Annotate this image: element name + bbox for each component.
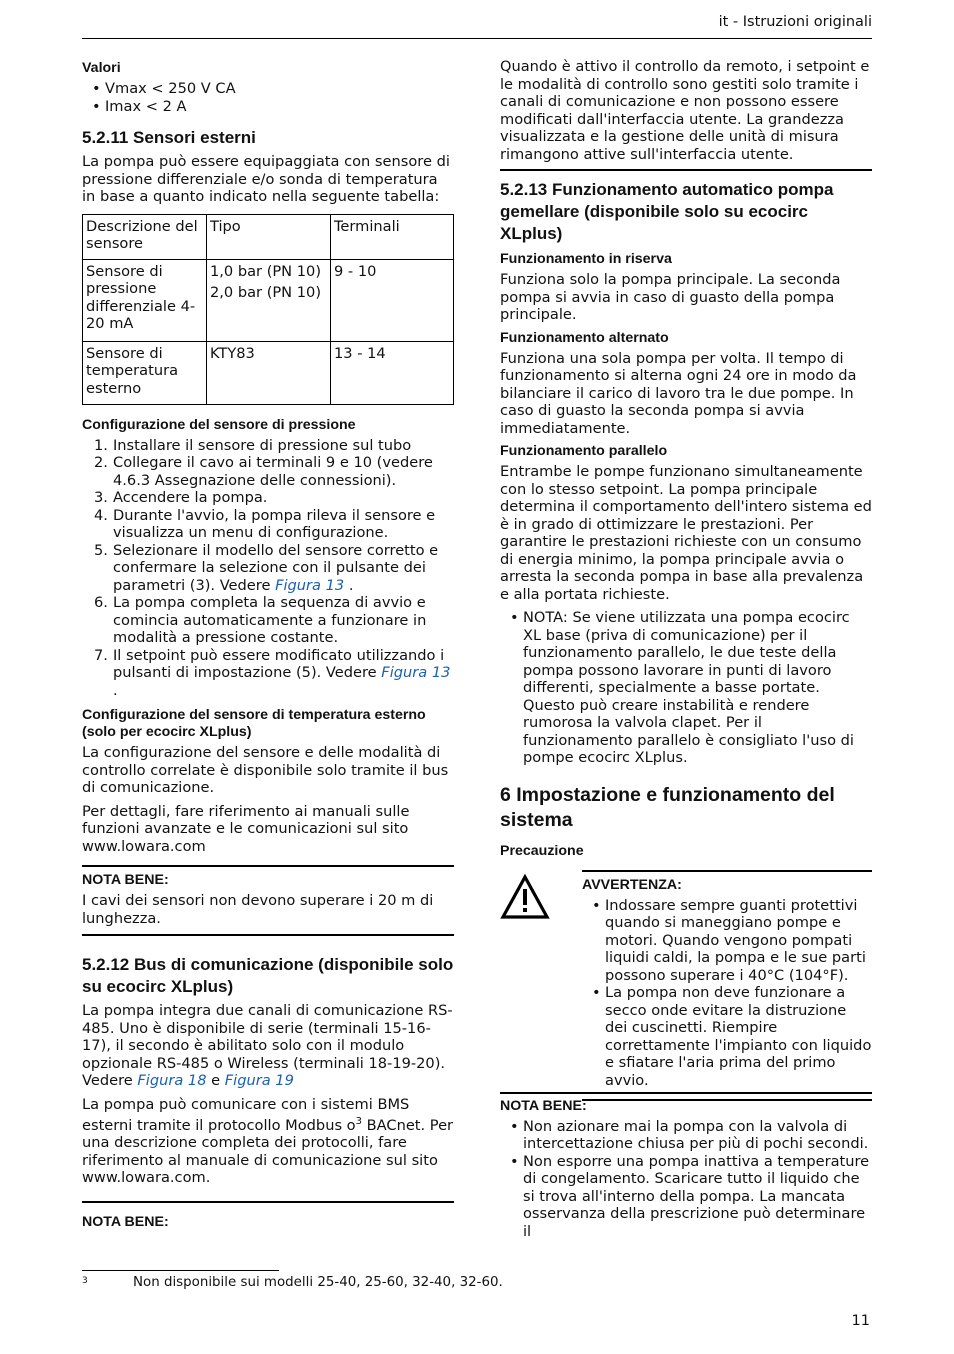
step-text: Durante l'avvio, la pompa rileva il sensore e visualizza un menu di configurazione.	[113, 506, 436, 541]
step-text: Il setpoint può essere modificato utilizzando i pulsanti di impostazione (5). Vedere	[113, 646, 445, 681]
step-text: Accendere la pompa.	[113, 489, 268, 506]
table-header: Tipo	[207, 214, 331, 259]
figure-link[interactable]: Figura 13	[275, 576, 345, 594]
nota-bene-box	[82, 1201, 454, 1231]
footnote-text: Non disponibile sui modelli 25-40, 25-60, 32-40, 32-60.	[133, 1275, 503, 1290]
nota-heading: NOTA BENE:	[82, 872, 169, 888]
figure-link[interactable]: Figura 13	[381, 664, 451, 681]
figure-link[interactable]: Figura 18	[137, 1072, 207, 1089]
footnote-ref[interactable]: 3	[355, 1116, 362, 1127]
chapter-title-6: 6 Impostazione e funzionamento del sistema	[500, 783, 835, 831]
list-item: 3. Accendere la pompa.	[94, 489, 268, 506]
step-text: .	[113, 681, 118, 699]
sensor-table	[82, 214, 454, 405]
list-item: 7. Il setpoint può essere modificato utilizzando i pulsanti di impostazione (5). Vedere Figura 13 .	[94, 646, 451, 699]
table-cell	[207, 259, 331, 341]
sensori-intro: La pompa può essere equipaggiata con sensore di pressione differenziale e/o sonda di temperatura in base a quanto indicato nella seguente tabella:	[82, 153, 450, 205]
warning-heading: AVVERTENZA:	[582, 876, 682, 893]
nota-text: Se viene utilizzata una pompa ecocirc XL base (priva di comunicazione) per il funzionamento parallelo, le due teste della pompa possono lavorare in punti di lavoro differenti, specialmente a basse portate. Questo può creare instabilità e rendere rumorosa la valvola clapet. Per il funzionamento parallelo è consigliato l'uso di pompe ecocirc XLplus.	[523, 609, 854, 766]
footnote-rule	[82, 1270, 279, 1271]
type-line: 2,0 bar (PN 10)	[210, 284, 322, 301]
table-header: Descrizione del sensore	[83, 214, 207, 259]
warning-triangle-icon	[500, 874, 550, 920]
cfg-temp-p2: Per dettagli, fare riferimento ai manuali sulle funzioni avanzate e le comunicazioni sul sito www.lowara.com	[82, 802, 410, 855]
nota-heading: NOTA BENE:	[82, 1213, 169, 1230]
nota-bene-box	[500, 1092, 872, 1241]
nota-list	[500, 1118, 872, 1241]
running-header: it - Istruzioni originali	[718, 14, 872, 30]
nota-heading: NOTA BENE:	[500, 1097, 587, 1114]
cfg-temp-heading: Configurazione del sensore di temperatura esterno (solo per ecocirc XLplus)	[82, 707, 426, 740]
bus-p1	[82, 1002, 454, 1090]
parallelo-note-list	[500, 609, 872, 767]
section-title-5-2-12: 5.2.12 Bus di comunicazione (disponibile solo su ecocirc XLplus)	[82, 955, 454, 996]
alternato-heading: Funzionamento alternato	[500, 329, 669, 346]
list-item: • Non azionare mai la pompa con la valvola di intercettazione chiusa per più di pochi secondi.	[500, 1118, 872, 1153]
parallelo-heading: Funzionamento parallelo	[500, 443, 668, 459]
cfg-pressure-steps	[82, 437, 454, 700]
nota-text: I cavi dei sensori non devono superare i 20 m di lunghezza.	[82, 892, 434, 927]
list-item	[500, 609, 872, 767]
cfg-pressure-heading: Configurazione del sensore di pressione	[82, 416, 356, 433]
list-item: 6. La pompa completa la sequenza di avvio e comincia automaticamente a funzionare in modalità a pressione costante.	[94, 594, 427, 646]
riserva-heading: Funzionamento in riserva	[500, 251, 672, 267]
list-item: • Imax < 2 A	[82, 98, 454, 116]
table-header-row	[83, 214, 454, 259]
step-text: Collegare il cavo ai terminali 9 e 10 (vedere 4.6.3 Assegnazione delle connessioni).	[113, 454, 433, 489]
step-text: La pompa completa la sequenza di avvio e comincia automaticamente a funzionare in modalità a pressione costante.	[113, 594, 427, 646]
header-rule	[82, 38, 872, 39]
step-text: Installare il sensore di pressione sul tubo	[113, 436, 412, 454]
list-item: • Indossare sempre guanti protettivi quando si maneggiano pompe e motori. Quando vengono pompati liquidi caldi, la pompa e le sue parti possono superare i 40°C (104°F).	[582, 897, 872, 985]
table-cell: Sensore di temperatura esterno	[83, 341, 207, 404]
precauzione-heading: Precauzione	[500, 842, 584, 859]
nota-bene-box	[82, 865, 454, 936]
warning-block	[500, 870, 872, 1090]
cfg-temp-p1: La configurazione del sensore e delle modalità di controllo correlate è disponibile solo tramite il bus di comunicazione.	[82, 744, 449, 796]
section-rule	[500, 169, 872, 175]
nota-label: NOTA:	[523, 609, 568, 626]
list-item: • La pompa non deve funzionare a secco onde evitare la distruzione dei cuscinetti. Riempire correttamente l'impianto con liquido e sfiatare l'aria prima del primo avvio.	[582, 984, 872, 1089]
table-cell: 9 - 10	[331, 259, 454, 341]
table-cell: Sensore di pressione differenziale 4-20 mA	[83, 259, 207, 341]
left-column	[82, 58, 454, 1234]
riserva-text: Funziona solo la pompa principale. La seconda pompa si avvia in caso di guasto della pompa principale.	[500, 271, 841, 323]
valori-heading: Valori	[82, 60, 121, 76]
right-column	[500, 58, 872, 1244]
remote-paragraph: Quando è attivo il controllo da remoto, i setpoint e le modalità di controllo sono gestiti solo tramite i canali di comunicazione e non possono essere modificati dall'interfaccia utente. La grandezza visualizzata e la gestione delle unità di misura rimangono attive sull'interfaccia utente.	[500, 58, 870, 163]
table-cell: KTY83	[207, 341, 331, 404]
table-cell: 13 - 14	[331, 341, 454, 404]
warning-list	[582, 897, 872, 1090]
list-item: 2. Collegare il cavo ai terminali 9 e 10 (vedere 4.6.3 Assegnazione delle connessioni).	[94, 454, 433, 489]
text-run: La pompa integra due canali di comunicazione RS-485. Uno è disponibile di serie (terminali 15-16-17), il secondo è abilitato solo con il modulo opzionale RS-485 o Wireless (terminali 18-19-20). Vedere	[82, 1002, 453, 1089]
text-run: e	[206, 1072, 225, 1089]
section-title-5-2-11: 5.2.11 Sensori esterni	[82, 128, 256, 147]
footnote-number: 3	[82, 1276, 88, 1286]
list-item: • Vmax < 250 V CA	[82, 80, 454, 98]
parallelo-text: Entrambe le pompe funzionano simultaneamente con lo stesso setpoint. La pompa principale determina il comportamento dell'intero sistema ed è in grado di ottimizzare le prestazioni. Per garantire le prestazioni richieste con un consumo di energia minimo, la pompa principale avvia o arresta la seconda pompa in base alla prevalenza e alla portata richieste.	[500, 463, 872, 603]
type-line: 1,0 bar (PN 10)	[210, 262, 322, 280]
section-title-5-2-13: 5.2.13 Funzionamento automatico pompa gemellare (disponibile solo su ecocirc XLplus)	[500, 180, 834, 243]
bus-p2	[82, 1096, 454, 1187]
text-run: BACnet. Per una descrizione completa dei protocolli, fare riferimento al manuale di comunicazione sul sito www.lowara.com.	[82, 1116, 454, 1187]
text-run: La pompa può comunicare con i sistemi BMS esterni tramite il protocollo Modbus o	[82, 1095, 410, 1134]
warning-box	[582, 870, 872, 1102]
figure-link[interactable]: Figura 19	[224, 1072, 294, 1089]
step-text: Selezionare il modello del sensore corretto e confermare la selezione con il pulsante dei parametri (3). Vedere	[113, 541, 439, 594]
page-number: 11	[851, 1313, 870, 1329]
list-item: • Non esporre una pompa inattiva a temperature di congelamento. Scaricare tutto il liquido che si trova all'interno della pompa. La mancata osservanza della prescrizione può determinare il	[500, 1153, 872, 1241]
step-text: .	[344, 576, 354, 594]
list-item: 1. Installare il sensore di pressione sul tubo	[94, 436, 412, 454]
alternato-text: Funziona una sola pompa per volta. Il tempo di funzionamento si alterna ogni 24 ore in modo da bilanciare il carico di lavoro tra le due pompe. In caso di guasto la seconda pompa si avvia immediatamente.	[500, 349, 857, 437]
valori-list	[82, 80, 454, 115]
table-row	[83, 341, 454, 404]
list-item: 5. Selezionare il modello del sensore corretto e confermare la selezione con il pulsante dei parametri (3). Vedere Figura 13 .	[94, 541, 439, 594]
table-row	[83, 259, 454, 341]
list-item: 4. Durante l'avvio, la pompa rileva il sensore e visualizza un menu di configurazione.	[94, 506, 436, 541]
table-header: Terminali	[331, 214, 454, 259]
